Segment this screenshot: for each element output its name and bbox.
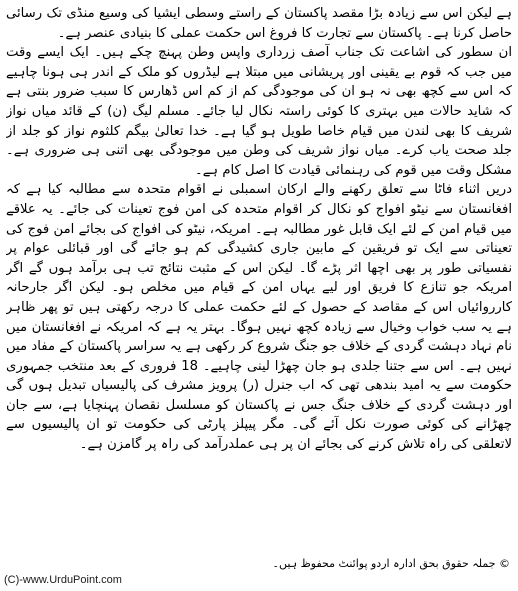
- article-body: [6, 4, 512, 560]
- article-paragraph-1: ہے لیکن اس سے زیادہ بڑا مقصد پاکستان کے راستے وسطی ایشیا کی وسیع منڈی تک رسائی حاصل کرنا ہے۔ پاکستان سے تجارت کا فروغ اس حکمت عملی کا بنیادی عنصر ہے۔: [6, 6, 512, 41]
- copyright-link[interactable]: (C)-www.UrduPoint.com: [4, 574, 122, 586]
- article-paragraph-2: ان سطور کی اشاعت تک جناب آصف زرداری واپس وطن پہنچ چکے ہیں۔ ایک ایسے وقت میں جب کہ قوم بے یقینی اور پریشانی میں مبتلا ہے لیڈروں کو ملک کے اندر ہی ہونا چاہیے کہ اس سے کچھ بھی نہ ہو ان کی موجودگی کم از کم اس ڈھارس کا سبب ضرور بنتی ہے کہ شاید حالات میں بہتری کا کوئی راستہ نکال لیا جائے۔ مسلم لیگ (ن) کے قائد میاں نواز شریف کا بھی لندن میں قیام خاصا طویل ہو گیا ہے۔ خدا تعالیٰ بیگم کلثوم نواز کو جلد از جلد صحت یاب کرے۔ میاں نواز شریف کی وطن میں موجودگی بھی اتنی ہی ضروری ہے۔ مشکل وقت میں قوم کی رہنمائی قیادت کا اصل کام ہے۔: [6, 45, 512, 178]
- rights-notice: © جملہ حقوق بحق ادارہ اردو پوائنٹ محفوظ ہیں۔: [272, 557, 510, 570]
- article-paragraph-3: دریں اثناء فاٹا سے تعلق رکھنے والے ارکان اسمبلی نے اقوام متحدہ سے مطالبہ کیا ہے کہ افغانستان سے نیٹو افواج کو نکال کر اقوام متحدہ کی امن فوج تعینات کی جائے۔ یہ علاقے میں قیام امن کے لئے ایک قابل غور مطالبہ ہے۔ امریکہ، نیٹو کی افواج کی بجائے امن فوج کی تعیناتی سے ایک تو فریقین کے مابین جاری کشیدگی کم ہو جائے گی اور قبائلی عوام پر نفسیاتی طور پر بھی اچھا اثر پڑے گا۔ لیکن اس کے مثبت نتائج تب ہی برآمد ہوں گے اگر امریکہ جو تنازع کا فریق اور لیے یہاں امن کے قیام میں مخلص ہو۔ لیکن اگر جارحانہ کارروائیاں اس کے مقاصد کے حصول کے لئے حکمت عملی کا درجہ رکھتی ہیں تو پھر ظاہر ہے یہ سب خواب وخیال سے زیادہ کچھ نہیں ہوگا۔ بہتر یہ ہے کہ امریکہ نے افغانستان میں نام نہاد دہشت گردی کے خلاف جو جنگ شروع کر رکھی ہے یہ سراسر پاکستان کے مفاد میں نہیں ہے۔ اس سے جتنا جلدی ہو جان چھڑا لینی چاہیے۔ 18 فروری کے بعد منتخب جمہوری حکومت سے یہ امید بندھی تھی کہ اب جنرل (ر) پرویز مشرف کی پالیسیاں تبدیل ہوں گی اور دہشت گردی کے خلاف جنگ جس نے پاکستان کو مسلسل نقصان پہنچایا ہے، سے جان چھڑانے کی کوئی صورت نکل آئے گی۔ مگر پیپلز پارٹی کی حکومت تو ان پالیسیوں سے لاتعلقی کی راہ تلاش کرنے کی بجائے ان پر ہی عملدرآمد کی راہ پر گامزن ہے۔: [6, 182, 512, 453]
